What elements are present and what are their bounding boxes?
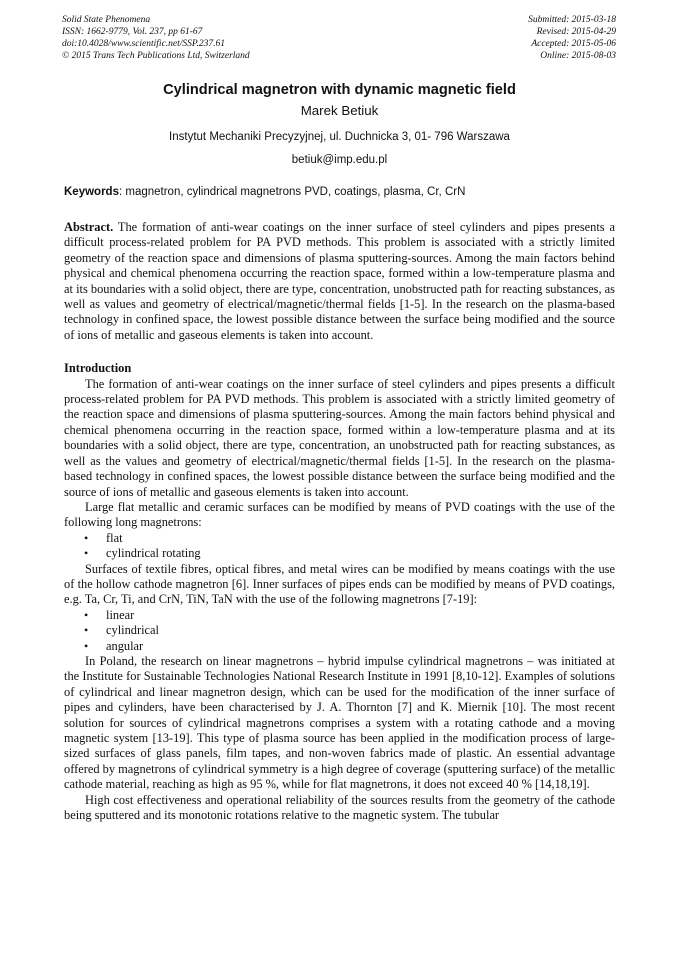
bullet-icon: • (84, 530, 89, 545)
list-item (64, 531, 615, 546)
author-name: Marek Betiuk (300, 103, 379, 118)
journal-header (64, 14, 615, 64)
list-item (64, 546, 615, 561)
journal-copyright: © 2015 Trans Tech Publications Ltd, Switzerland (62, 51, 250, 61)
abstract (64, 220, 615, 343)
journal-issn: ISSN: 1662-9779, Vol. 237, pp 61-67 (62, 27, 203, 37)
paper-page (64, 14, 615, 823)
bullet-icon: • (84, 623, 89, 638)
intro-paragraph-4: In Poland, the research on linear magnetrons – hybrid impulse cylindrical magnetrons – was initiated at the Institute for Sustainable Technologies National Research Institute in 1991 [8,10-12]. Examples of solutions of cylindrical and linear magnetron design, which can be used for the modification of the inner surface of pipes and cylinders, have been characterised by J. A. Thornton [7] and K. Miernik [10]. The most recent solution for sources of cylindrical magnetrons comprises a system with a rotating cathode and a moving magnetic system [13-19]. This type of plasma source has been applied in the modification process of large-sized surfaces of glass panels, film tapes, and non-woven fabrics made of plastic. An essential advantage offered by magnetrons of cylindrical symmetry is a high degree of coverage (sputtering surface) of the metallic cathode material, reaching as high as 95 %, while for flat magnetrons, it does not exceed 40 % [14,18,19]. (64, 653, 615, 792)
magnetron-list-2 (64, 608, 615, 654)
author-email[interactable]: betiuk@imp.edu.pl (291, 154, 388, 166)
list-item-text: linear (106, 607, 135, 622)
paper-title: Cylindrical magnetron with dynamic magnetic field (163, 82, 516, 98)
accepted-date: Accepted: 2015-05-06 (531, 39, 616, 49)
list-item-text: flat (106, 530, 123, 545)
bullet-icon: • (84, 607, 89, 622)
revised-date: Revised: 2015-04-29 (536, 27, 616, 37)
submitted-date: Submitted: 2015-03-18 (528, 15, 616, 25)
intro-paragraph-3: Surfaces of textile fibres, optical fibres, and metal wires can be modified by means coatings with the use of the hollow cathode magnetron [6]. Inner surfaces of pipes ends can be modified by means of PVD coatings, e.g. Ta, Cr, Ti, and CrN, TiN, TaN with the use of the following magnetrons [7-19]: (64, 561, 615, 607)
journal-name: Solid State Phenomena (62, 15, 151, 25)
list-item-text: cylindrical (106, 623, 159, 638)
list-item-text: cylindrical rotating (106, 546, 201, 561)
publication-dates (528, 14, 616, 62)
journal-doi: doi:10.4028/www.scientific.net/SSP.237.61 (62, 39, 225, 49)
abstract-text: The formation of anti-wear coatings on the inner surface of steel cylinders and pipes presents a difficult process-related problem for PA PVD methods. This problem is associated with a strictly limited geometry of the reaction space and dimensions of plasma sputtering-sources. Among the main factors behind physical and chemical phenomena occurring the reaction space, formed within a low-temperature plasma and at its boundaries with a solid object, there are type, concentration, unobstructed path for reacting substances, as well as values and geometry of electrical/magnetic/thermal fields [1-5]. In the research on the plasma-based technology in confined space, the lowest possible distance between the surface being modified and the source of ions of metallic and gaseous elements is taken into account. (64, 220, 615, 342)
keywords (64, 185, 615, 199)
keywords-text: : magnetron, cylindrical magnetrons PVD, coatings, plasma, Cr, CrN (118, 186, 466, 198)
intro-paragraph-2: Large flat metallic and ceramic surfaces can be modified by means of PVD coatings with the use of the following long magnetrons: (64, 499, 615, 530)
list-item-text: angular (106, 638, 144, 653)
list-item (64, 623, 615, 638)
list-item (64, 608, 615, 623)
intro-paragraph-5: High cost effectiveness and operational reliability of the sources results from the geometry of the cathode being sputtered and its monotonic rotations relative to the magnetic system. The tubular (64, 792, 615, 823)
author-affiliation: Instytut Mechaniki Precyzyjnej, ul. Duchnicka 3, 01- 796 Warszawa (169, 131, 510, 143)
bullet-icon: • (84, 546, 89, 561)
abstract-label: Abstract. (64, 220, 114, 234)
magnetron-list-1 (64, 531, 615, 562)
keywords-label: Keywords (64, 186, 119, 198)
intro-paragraph-1: The formation of anti-wear coatings on the inner surface of steel cylinders and pipes presents a difficult process-related problem for PA PVD methods. This problem is associated with a strictly limited geometry of the reaction space and dimensions of plasma sputtering-sources. Among the main factors behind physical and chemical phenomena occurring in the reaction space, formed within a low-temperature plasma and at its boundaries with a solid object, there are type, concentration, an unobstructed path for reacting substances, as well as the values and geometry of electrical/magnetic/thermal fields [1-5]. In the research on the plasma-based technology in confined spaces, the lowest possible distance between the surface being modified and the source of ions of metallic and gaseous elements is taken into account. (64, 376, 615, 499)
journal-info (62, 14, 250, 62)
bullet-icon: • (84, 638, 89, 653)
section-heading-introduction: Introduction (64, 361, 132, 376)
list-item (64, 639, 615, 654)
online-date: Online: 2015-08-03 (540, 51, 616, 61)
